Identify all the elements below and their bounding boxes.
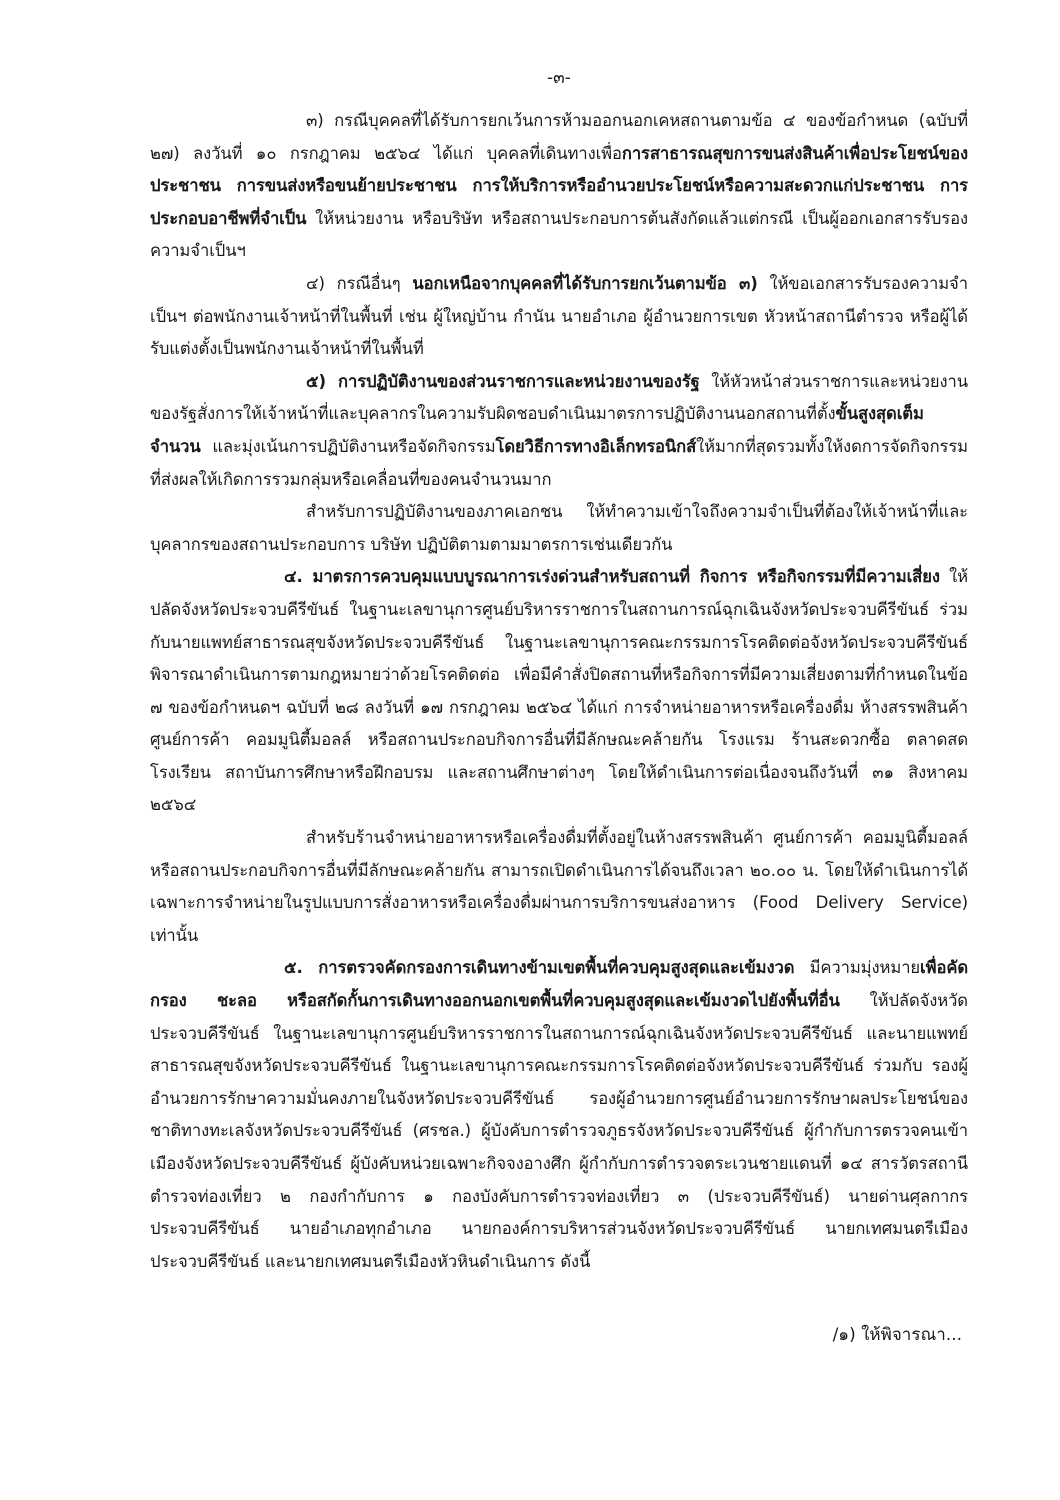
section-5-heading: ๕. การตรวจคัดกรองการเดินทางข้ามเขตพื้นที่ควบคุมสูงสุดและเข้มงวด: [284, 958, 795, 978]
text-segment: มีความมุ่งหมาย: [794, 958, 921, 978]
text-segment: ๓) กรณีบุคคลที่ได้รับการยกเว้นการห้ามออกนอกเคหสถานตามข้อ ๔ ของข้อกำหนด (ฉบับที่ ๒๗) ลงวันที่ ๑๐ กรกฎาคม ๒๕๖๔ ได้แก่ บุคคลที่เดินทางเพื่อ: [150, 111, 968, 163]
paragraph-item-5: [150, 366, 968, 496]
document-body: [150, 105, 968, 1278]
text-segment: ให้มากที่สุดรวมทั้งให้งดการจัดกิจกรรมที่ส่งผลให้เกิดการรวมกลุ่มหรือเคลื่อนที่ของคนจำนวนมาก: [150, 436, 968, 489]
section-4-heading: ๔. มาตรการควบคุมแบบบูรณาการเร่งด่วนสำหรับสถานที่ กิจการ หรือกิจกรรมที่มีความเสี่ยง: [284, 567, 940, 587]
bold-text: การสาธารณสุขการขนส่งสินค้าเพื่อประโยชน์ของประชาชน การขนส่งหรือขนย้ายประชาชน การให้บริการหรืออำนวยประโยชน์หรือความสะดวกแก่ประชาชน การประกอบอาชีพที่จำเป็น: [150, 143, 968, 228]
text-segment: และมุ่งเน้นการปฏิบัติงานหรือจัดกิจกรรม: [200, 436, 496, 456]
text-segment: ให้ปลัดจังหวัดประจวบคีรีขันธ์ ในฐานะเลขานุการศูนย์บริหารราชการในสถานการณ์ฉุกเฉินจังหวัดประจวบคีรีขันธ์ ร่วมกับนายแพทย์สาธารณสุขจังหวัดประจวบคีรีขันธ์ ในฐานะเลขานุการคณะกรรมการโรคติดต่อจังหวัดประจวบคีรีขันธ์ พิจารณาดำเนินการตามกฎหมายว่าด้วยโรคติดต่อ เพื่อมีคำสั่งปิดสถานที่หรือกิจการที่มีความเสี่ยงตามที่กำหนดในข้อ ๗ ของข้อกำหนดฯ ฉบับที่ ๒๘ ลงวันที่ ๑๗ กรกฎาคม ๒๕๖๔ ได้แก่ การจำหน่ายอาหารหรือเครื่องดื่ม ห้างสรรพสินค้า ศูนย์การค้า คอมมูนิตี้มอลล์ หรือสถานประกอบกิจการอื่นที่มีลักษณะคล้ายกัน โรงแรม ร้านสะดวกซื้อ ตลาดสด โรงเรียน สถาบันการศึกษาหรือฝึกอบรม และสถานศึกษาต่างๆ โดยให้ดำเนินการต่อเนื่องจนถึงวันที่ ๓๑ สิงหาคม ๒๕๖๔: [150, 567, 968, 815]
paragraph-item-3: [150, 105, 968, 268]
bold-text: นอกเหนือจากบุคคลที่ได้รับการยกเว้นตามข้อ ๓): [412, 273, 758, 293]
text-segment: ให้ปลัดจังหวัดประจวบคีรีขันธ์ ในฐานะเลขานุการศูนย์บริหารราชการในสถานการณ์ฉุกเฉินจังหวัดประจวบคีรีขันธ์ และนายแพทย์สาธารณสุขจังหวัดประจวบคีรีขันธ์ ในฐานะเลขานุการคณะกรรมการโรคติดต่อจังหวัดประจวบคีรีขันธ์ ร่วมกับ รองผู้อำนวยการรักษาความมั่นคงภายในจังหวัดประจวบคีรีขันธ์ รองผู้อำนวยการศูนย์อำนวยการรักษาผลประโยชน์ของชาติทางทะเลจังหวัดประจวบคีรีขันธ์ (ศรชล.) ผู้บังคับการตำรวจภูธรจังหวัดประจวบคีรีขันธ์ ผู้กำกับการตรวจคนเข้าเมืองจังหวัดประจวบคีรีขันธ์ ผู้บังคับหน่วยเฉพาะกิจจงอางศึก ผู้กำกับการตำรวจตระเวนชายแดนที่ ๑๔ สารวัตรสถานีตำรวจท่องเที่ยว ๒ กองกำกับการ ๑ กองบังคับการตำรวจท่องเที่ยว ๓ (ประจวบคีรีขันธ์) นายด่านศุลกากรประจวบคีรีขันธ์ นายอำเภอทุกอำเภอ นายกองค์การบริหารส่วนจังหวัดประจวบคีรีขันธ์ นายกเทศมนตรีเมืองประจวบคีรีขันธ์ และนายกเทศมนตรีเมืองหัวหินดำเนินการ ดังนี้: [150, 991, 968, 1271]
text-segment: ให้หน่วยงาน หรือบริษัท หรือสถานประกอบการต้นสังกัดแล้วแต่กรณี เป็นผู้ออกเอกสารรับรองความจำเป็นฯ: [150, 208, 968, 261]
bold-text: ขั้นสูงสุดเต็มจำนวน: [150, 404, 924, 456]
bold-text: โดยวิธีการทางอิเล็กทรอนิกส์: [495, 436, 697, 456]
text-segment: ให้ขอเอกสารรับรองความจำเป็นฯ ต่อพนักงานเจ้าหน้าที่ในพื้นที่ เช่น ผู้ใหญ่บ้าน กำนัน นายอำเภอ ผู้อำนวยการเขต หัวหน้าสถานีตำรวจ หรือผู้ได้รับแต่งตั้งเป็นพนักงานเจ้าหน้าที่ในพื้นที่: [150, 273, 968, 359]
section-5: [150, 952, 968, 1278]
text-segment: ให้หัวหน้าส่วนราชการและหน่วยงานของรัฐสั่งการให้เจ้าหน้าที่และบุคลากรในความรับผิดชอบดำเนินมาตรการปฏิบัติงานนอกสถานที่ตั้ง: [150, 371, 968, 424]
bold-text: ๕) การปฏิบัติงานของส่วนราชการและหน่วยงานของรัฐ: [306, 371, 700, 391]
paragraph-food-service: สำหรับร้านจำหน่ายอาหารหรือเครื่องดื่มที่ตั้งอยู่ในห้างสรรพสินค้า ศูนย์การค้า คอมมูนิตี้มอลล์ หรือสถานประกอบกิจการอื่นที่มีลักษณะคล้ายกัน สามารถเปิดดำเนินการได้จนถึงเวลา ๒๐.๐๐ น. โดยให้ดำเนินการได้เฉพาะการจำหน่ายในรูปแบบการสั่งอาหารหรือเครื่องดื่มผ่านการบริการขนส่งอาหาร (Food Delivery Service) เท่านั้น: [150, 828, 968, 945]
text-segment: ๔) กรณีอื่นๆ: [306, 273, 413, 293]
section-4: [150, 561, 968, 822]
paragraph-private-sector: สำหรับการปฏิบัติงานของภาคเอกชน ให้ทำความเข้าใจถึงความจำเป็นที่ต้องให้เจ้าหน้าที่และบุคลากรของสถานประกอบการ บริษัท ปฏิบัติตามตามมาตรการเช่นเดียวกัน: [150, 502, 968, 554]
page-number: -๓-: [547, 68, 571, 88]
bold-text: เพื่อคัดกรอง ชะลอ หรือสกัดกั้นการเดินทางออกนอกเขตพื้นที่ควบคุมสูงสุดและเข้มงวดไปยังพื้นที่อื่น: [150, 958, 968, 1011]
continuation-marker: /๑) ให้พิจารณา...: [832, 1325, 962, 1345]
paragraph-item-4: [150, 268, 968, 366]
